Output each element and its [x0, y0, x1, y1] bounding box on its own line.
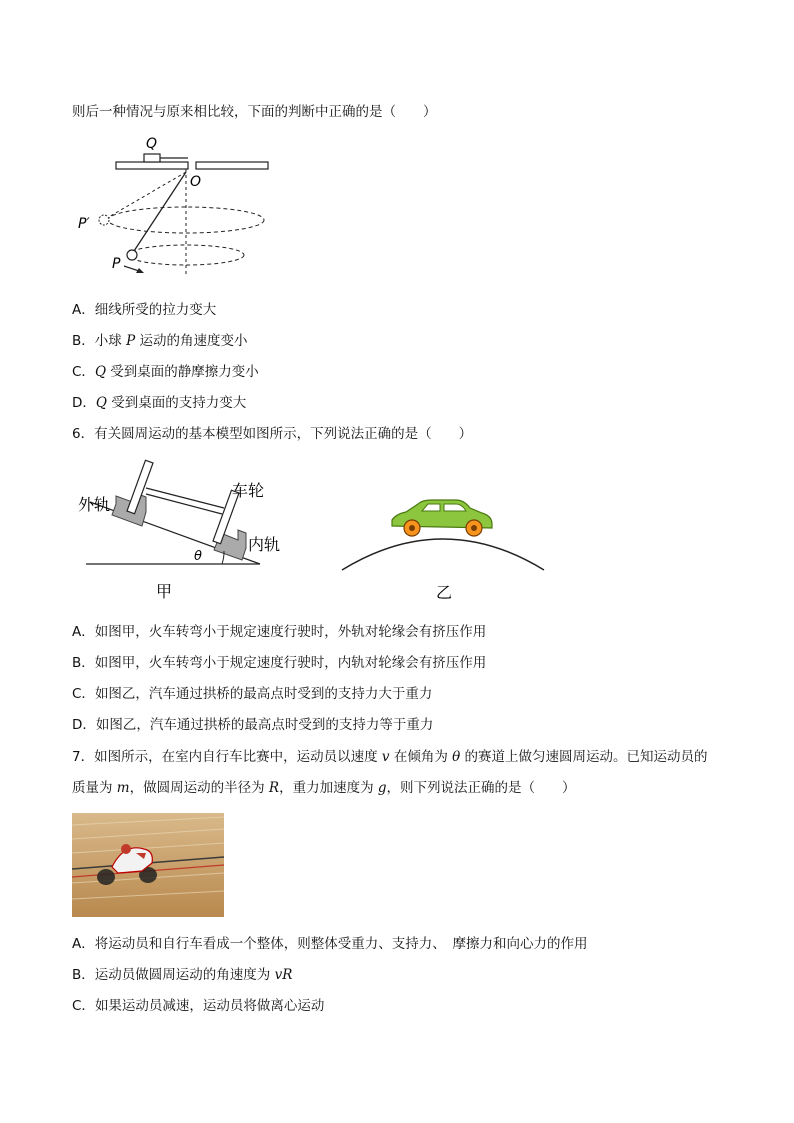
ball-p — [127, 250, 137, 260]
q6-stem: 6．有关圆周运动的基本模型如图所示，下列说法正确的是（ ） — [72, 426, 473, 442]
q5-option-b[interactable] — [72, 331, 247, 351]
option-letter: A． — [72, 624, 95, 640]
option-letter: A． — [72, 936, 95, 952]
option-text-pre: 运动员做圆周运动的角速度为 — [94, 967, 275, 983]
label-q: Q — [146, 136, 158, 152]
table-right — [196, 162, 268, 169]
stem-text: ，则下列说法正确的是（ ） — [386, 780, 576, 796]
option-text-post: 受到桌面的静摩擦力变小 — [106, 364, 259, 380]
q5-option-c[interactable] — [72, 362, 259, 382]
stem-var: R — [268, 780, 280, 796]
option-letter: B． — [72, 967, 95, 983]
option-text: 如图乙，汽车通过拱桥的最高点时受到的支持力大于重力 — [94, 686, 433, 702]
option-text: 如图乙，汽车通过拱桥的最高点时受到的支持力等于重力 — [95, 717, 434, 733]
stem-text: 7．如图所示，在室内自行车比赛中，运动员以速度 — [72, 749, 382, 765]
label-wheel: 车轮 — [232, 481, 265, 500]
arch-bridge — [342, 539, 544, 570]
label-inner-rail: 内轨 — [248, 535, 281, 554]
option-text-post: 受到桌面的支持力变大 — [106, 395, 247, 411]
label-theta: θ — [194, 549, 202, 564]
option-letter: C． — [72, 998, 95, 1014]
option-text: 如果运动员减速，运动员将做离心运动 — [94, 998, 325, 1014]
caption-jia: 甲 — [156, 582, 173, 601]
stem-text: 在倾角为 — [389, 749, 453, 765]
caption-yi: 乙 — [436, 583, 453, 602]
q5-figure — [72, 132, 282, 280]
q7-option-a[interactable] — [72, 934, 588, 954]
q6-option-d[interactable] — [72, 715, 433, 735]
q6-option-b[interactable] — [72, 653, 486, 673]
q6-option-a[interactable] — [72, 622, 486, 642]
bike-wheel-icon — [97, 869, 115, 885]
stem-var: m — [116, 780, 130, 796]
q7-stem-line2 — [72, 778, 576, 798]
option-var: Q — [94, 364, 107, 380]
stem-var: g — [377, 780, 387, 796]
option-text-pre: 小球 — [94, 333, 127, 349]
option-text: 如图甲，火车转弯小于规定速度行驶时，外轨对轮缘会有挤压作用 — [94, 624, 487, 640]
option-letter: D． — [72, 395, 96, 411]
q7-stem-line1 — [72, 747, 708, 767]
option-var: vR — [274, 967, 293, 983]
option-letter: B． — [72, 655, 95, 671]
label-p: P — [112, 256, 121, 272]
stem-text: 的赛道上做匀速圆周运动。已知运动员的 — [460, 749, 708, 765]
ball-p-prime — [99, 215, 109, 225]
option-text: 如图甲，火车转弯小于规定速度行驶时，内轨对轮缘会有挤压作用 — [94, 655, 487, 671]
q5-stem: 则后一种情况与原来相比较，下面的判断中正确的是（ ） — [72, 104, 437, 120]
stem-var: v — [381, 749, 390, 765]
stem-var: θ — [452, 749, 461, 765]
q6-option-c[interactable] — [72, 684, 432, 704]
q7-option-c[interactable] — [72, 996, 324, 1016]
option-text-post: 运动的角速度变小 — [135, 333, 248, 349]
label-o: O — [190, 174, 202, 190]
q6-figure-jia — [72, 452, 302, 602]
q7-option-b[interactable] — [72, 965, 292, 985]
q6-figure-yi — [336, 486, 550, 606]
option-letter: A． — [72, 302, 95, 318]
q5-option-a[interactable] — [72, 300, 216, 320]
stem-text: 质量为 — [72, 780, 117, 796]
option-letter: D． — [72, 717, 96, 733]
block-q — [144, 154, 160, 162]
cyclist-photo — [72, 813, 224, 917]
q5-option-d[interactable] — [72, 393, 246, 413]
option-text: 将运动员和自行车看成一个整体，则整体受重力、支持力、 摩擦力和向心力的作用 — [94, 936, 588, 952]
option-var: P — [126, 333, 136, 349]
option-letter: B． — [72, 333, 95, 349]
stem-text: ，重力加速度为 — [279, 780, 378, 796]
option-letter: C． — [72, 686, 95, 702]
stem-text: ，做圆周运动的半径为 — [129, 780, 269, 796]
option-text: 细线所受的拉力变大 — [94, 302, 217, 318]
label-p-prime: P′ — [78, 216, 90, 232]
label-outer-rail: 外轨 — [78, 495, 111, 514]
table-left — [116, 162, 188, 169]
option-letter: C． — [72, 364, 95, 380]
option-var: Q — [95, 395, 107, 411]
